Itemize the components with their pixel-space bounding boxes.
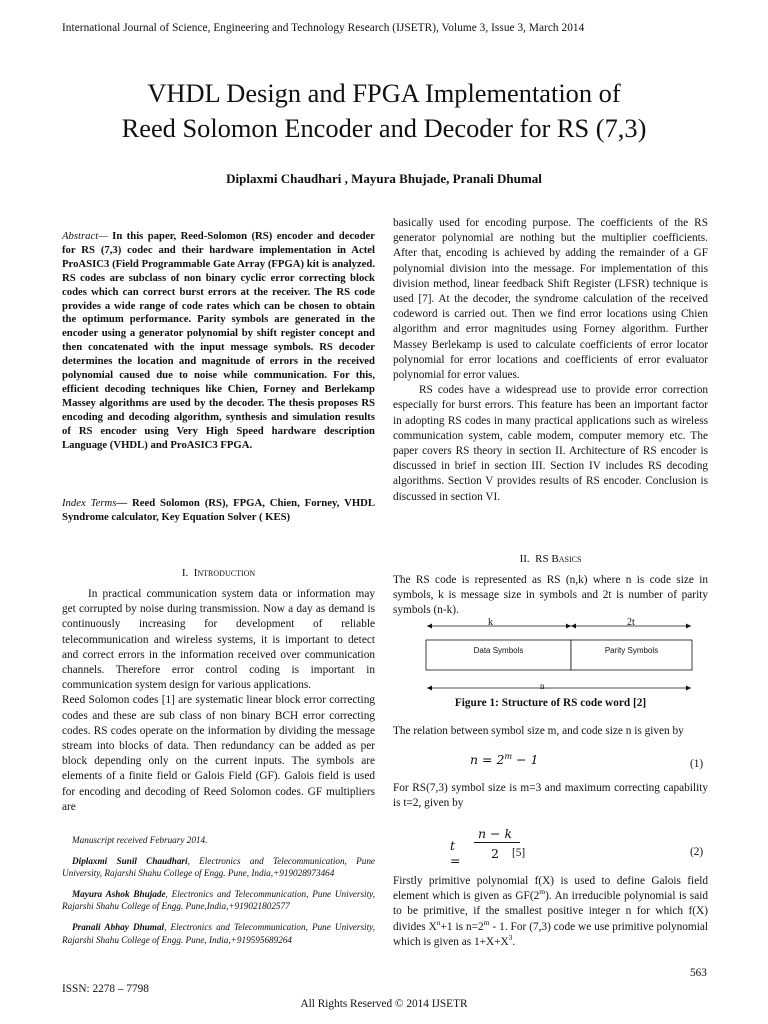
equation-2-number: (2) — [690, 846, 704, 858]
figure-caption: Figure 1: Structure of RS code word [2] — [454, 697, 647, 709]
issn: ISSN: 2278 – 7798 — [62, 983, 149, 995]
intro-paragraph-1: In practical communication system data or information may get corrupted by noise during transmission. Now a day as demand is continuously increasing for development of reliable telecommunication and wireless systems, it is important to detect and correct errors in the information received over communication channels. Therefore error control coding is important in communication system design for various applications. — [62, 588, 375, 692]
section-numeral: I. — [181, 567, 189, 579]
rs73-text: For RS(7,3) symbol size is m=3 and maximum correcting capability is t=2, given by — [393, 782, 708, 810]
abstract-lead: Abstract— — [62, 230, 108, 242]
section-heading-rs-basics — [393, 553, 708, 565]
text-part: Firstly primitive polynomial f(X) is used to define Galois field element which is given as GF(2 — [393, 875, 708, 903]
section-title: RS Basics — [535, 553, 582, 565]
copyright-notice: All Rights Reserved © 2014 IJSETR — [300, 998, 468, 1010]
right-paragraph-1: basically used for encoding purpose. The coefficients of the RS generator polynomial are nothing but the multiplier coefficients. After that, encoding is achieved by adding the remainder of a GF polynomial division into the message. For implementation of this division method, linear feedback Shift Register (LFSR) technique is used [7]. At the decoder, the syndrome calculation of the received codeword is carried out. Then we find error locations using Chien algorithm and error magnitudes using Forney algorithm. Further Massey Berlekamp is used to calculate coefficients of error locator polynomial for error locations and coefficients of error evaluator polynomial for error values. — [393, 217, 708, 382]
footnote-author-2-text: , Electronics and Telecommunication, Pune University, Rajarshi Shahu College of Engg. Pune,India,+919021802577 — [62, 888, 375, 912]
equation-1-number: (1) — [690, 758, 704, 770]
abstract — [62, 230, 375, 453]
footnote-author-3 — [62, 921, 375, 946]
footnote-received: Manuscript received February 2014. — [72, 835, 208, 845]
footnote-author-1-name: Diplaxmi Sunil Chaudhari — [72, 855, 188, 866]
figure-data-symbols-label: Data Symbols — [473, 646, 524, 655]
footnote-author-3-name: Pranali Abhay Dhumal — [72, 921, 165, 932]
footnote-author-2 — [62, 888, 375, 913]
footnote-author-1-text: , Electronics and Telecommunication, Pune University, Rajarshi Shahu College of Engg. Pune, India,+919028973464 — [62, 855, 375, 879]
equation-1: $n = 2^m - 1$ — [470, 751, 539, 767]
abstract-text: In this paper, Reed-Solomon (RS) encoder and decoder for RS (7,3) codec and their hardware implementation in Actel ProASIC3 (Field Programmable Gate Array (FPGA) kit is analyzed. RS codes are subclass of non binary cyclic error correcting block codes which can correct burst errors at the receiver. The RS code provides a wide range of code rates which can be chosen to obtain the optimum performance. Parity symbols are generated in the encoder using a generator polynomial by shift register concept and then concatenated with the input message symbols. RS decoder determines the location and magnitude of errors in the received polynomial caused due to noise while communication. For this, efficient decoding techniques like Chien, Forney and Berlekamp Massey algorithms are used by the decoder. The thesis proposes RS encoding and decoding algorithm, synthesis and simulation results of RS encoder using Very High Speed hardware description Language (VHDL) and ProASIC3 FPGA. — [62, 230, 375, 451]
text-part: +1 is n=2 — [440, 920, 484, 933]
footnote-author-2-name: Mayura Ashok Bhujade — [72, 888, 166, 899]
rs-codeword-figure — [425, 618, 693, 698]
relation-text: The relation between symbol size m, and code size n is given by — [393, 725, 684, 737]
right-column-intro — [393, 216, 708, 505]
sup-3: 3 — [508, 933, 513, 943]
primitive-polynomial-text — [393, 874, 708, 950]
index-terms-lead: Index Terms — [62, 497, 117, 509]
section-numeral: II. — [519, 553, 530, 565]
page-number: 563 — [690, 967, 707, 979]
title-line-2: Reed Solomon Encoder and Decoder for RS (7,3) — [121, 113, 647, 143]
figure-parity-symbols-label: Parity Symbols — [604, 646, 659, 655]
figure-k-label: k — [488, 617, 493, 628]
text-part: ). An irreducible polynomial is said to be primitive, if the smallest positive integer n for which f(X) divides X — [393, 890, 708, 933]
rs-basics-intro: The RS code is represented as RS (n,k) where n is code size in symbols, k is message size in symbols and 2t is number of parity symbols (n-k). — [393, 574, 708, 617]
title-line-1: VHDL Design and FPGA Implementation of — [147, 78, 621, 108]
author-list: Diplaxmi Chaudhari , Mayura Bhujade, Pranali Dhumal — [226, 171, 542, 186]
intro-paragraph-2: Reed Solomon codes [1] are systematic linear block error correcting codes and these are sub class of non binary BCH error correcting codes. RS codes operate on the information by dividing the message stream into blocks of data. Then redundancy can be added as per block depending only on the current inputs. The symbols are elements of a finite field or Galois Field (GF). Galois field is used for encoding and decoding of Reed Solomon codes. GF multipliers are — [62, 694, 375, 813]
journal-header: International Journal of Science, Engineering and Technology Research (IJSETR), Volume 3, Issue 3, March 2014 — [62, 22, 585, 34]
section-heading-introduction — [62, 567, 375, 579]
figure-2t-label: 2t — [627, 617, 635, 628]
right-paragraph-2: RS codes have a widespread use to provide error correction especially for burst errors. This feature has been an important factor in adopting RS codes in many practical applications such as wireless communication system, cable modem, computer memory etc. The paper covers RS theory in section II. Architecture of RS encoder is discussed in brief in section III. Section IV includes RS decoding algorithms. Section V provides results of RS encoder. Conclusion is discussed in section VI. — [393, 384, 708, 503]
index-terms — [62, 496, 375, 524]
footnote-author-3-text: , Electronics and Telecommunication, Pune University, Rajarshi Shahu College of Engg. Pune, India,+919595689264 — [62, 921, 375, 945]
introduction-body — [62, 587, 375, 815]
text-part: . — [512, 935, 516, 948]
index-terms-text: — Reed Solomon (RS), FPGA, Chien, Forney, VHDL Syndrome calculator, Key Equation Solver ( KES) — [62, 497, 375, 523]
figure-n-label: n — [540, 681, 545, 691]
text-part: - 1. For (7,3) code we use primitive polynomial which is given as 1+X+X — [393, 920, 709, 948]
sup-n: n — [436, 917, 441, 927]
sup-m: m — [483, 917, 490, 927]
section-title: Introduction — [193, 567, 256, 579]
author-footnotes — [62, 834, 375, 954]
equation-2-ref: [5] — [512, 847, 526, 859]
paper-title — [40, 76, 728, 146]
footnote-author-1 — [62, 855, 375, 880]
sup-m: m — [539, 887, 546, 897]
